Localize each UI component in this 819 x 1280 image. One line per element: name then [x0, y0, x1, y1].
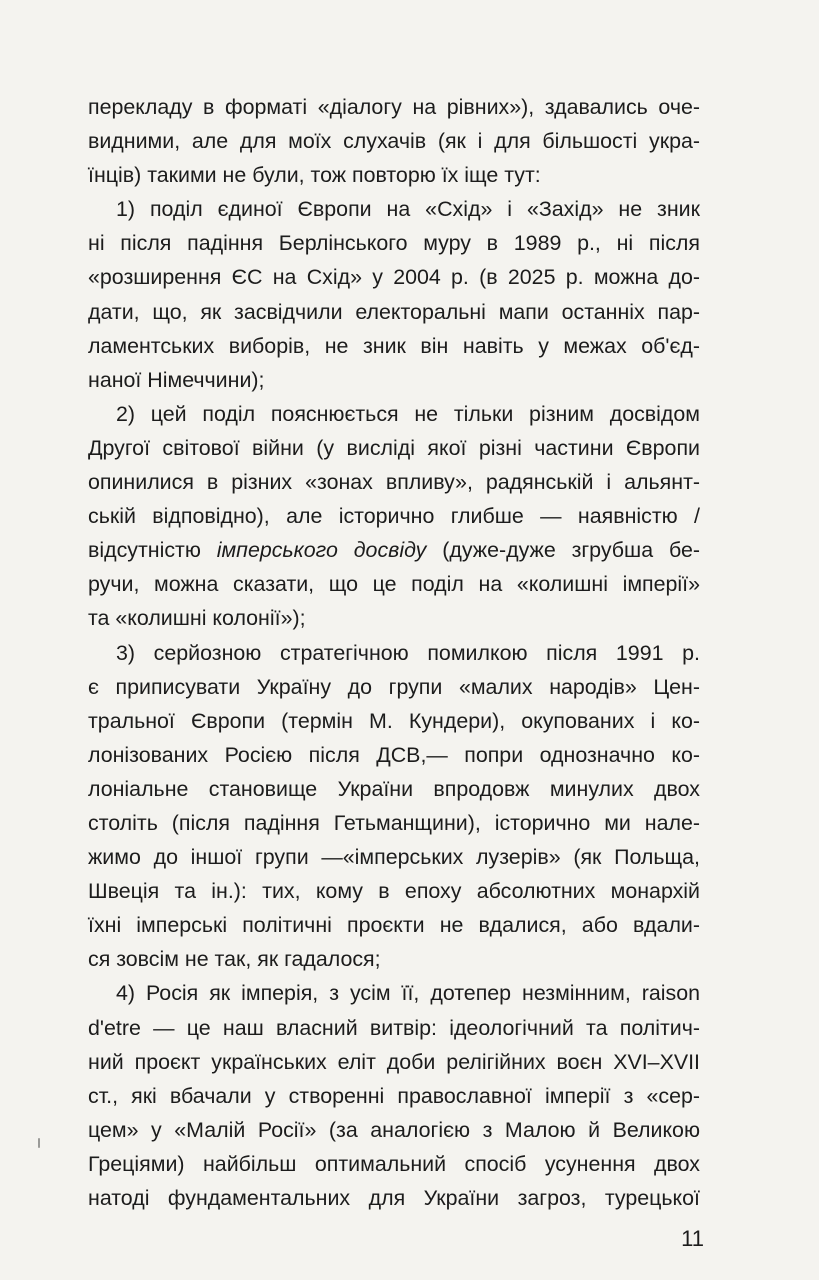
text-line: «розширення ЄС на Схід» у 2004 р. (в 2025 р. можна до-	[88, 265, 700, 290]
text-line: їхні імперські політичні проєкти не вдалися, або вдали-	[88, 913, 700, 938]
text-line: тральної Європи (термін М. Кундери), окупованих і ко-	[88, 708, 700, 733]
text-line: ручи, можна сказати, що це поділ на «колишні імперії»	[88, 572, 700, 597]
list-item-4-line: 4) Росія як імперія, з усім її, дотепер незмінним, raison	[116, 981, 700, 1006]
text-line: дати, що, як засвідчили електоральні мапи останніх пар-	[88, 299, 700, 324]
list-item-1-line: 1) поділ єдиної Європи на «Схід» і «Захід» не зник	[116, 197, 700, 222]
text-segment: (дуже-дуже згрубша бе-	[426, 538, 700, 563]
text-segment: відсутністю	[88, 538, 217, 563]
text-line: ст., які вбачали у створенні православної імперії з «сер-	[88, 1083, 700, 1108]
text-line: цем» у «Малій Росії» (за аналогією з Малою й Великою	[88, 1117, 700, 1142]
text-line: їнців) такими не були, тож повторю їх іще тут:	[88, 163, 541, 188]
scan-speck	[38, 1138, 40, 1148]
text-line: ні після падіння Берлінського муру в 1989 р., ні після	[88, 231, 700, 256]
page-number: 11	[681, 1226, 704, 1251]
text-line: ській відповідно), але історично глибше — наявністю /	[88, 504, 700, 529]
text-line: лонізованих Росією після ДСВ,— попри однозначно ко-	[88, 742, 700, 767]
text-line: ламентських виборів, не зник він навіть у межах об'єд-	[88, 333, 700, 358]
text-line: є приписувати Україну до групи «малих народів» Цен-	[88, 674, 700, 699]
text-line: ний проєкт українських еліт доби релігійних воєн XVI–XVII	[88, 1049, 700, 1074]
text-line: d'etre — це наш власний витвір: ідеологічний та політич-	[88, 1015, 700, 1040]
text-line: Другої світової війни (у висліді якої різні частини Європи	[88, 435, 700, 460]
text-line: видними, але для моїх слухачів (як і для більшості укра-	[88, 129, 700, 154]
list-item-3-line: 3) серйозною стратегічною помилкою після 1991 р.	[116, 640, 700, 665]
text-line: століть (після падіння Гетьманщини), історично ми нале-	[88, 810, 700, 835]
emphasized-phrase: імперського досвіду	[216, 538, 427, 563]
text-line-with-emphasis	[88, 533, 700, 567]
text-line: жимо до іншої групи —«імперських лузерів» (як Польща,	[88, 845, 700, 870]
text-line: перекладу в форматі «діалогу на рівних»), здавались оче-	[88, 95, 700, 119]
text-line: натоді фундаментальних для України загроз, турецької	[88, 1186, 700, 1210]
text-line: та «колишні колонії»);	[88, 606, 306, 631]
text-line: наної Німеччини);	[88, 367, 265, 392]
text-line: Греціями) найбільш оптимальний спосіб усунення двох	[88, 1151, 700, 1176]
text-line: опинилися в різних «зонах впливу», радянській і альянт-	[88, 470, 700, 495]
body-text	[88, 90, 700, 1215]
text-line: Швеція та ін.): тих, кому в епоху абсолютних монархій	[88, 879, 700, 904]
list-item-2-line: 2) цей поділ пояснюється не тільки різним досвідом	[116, 401, 700, 426]
text-line: ся зовсім не так, як гадалося;	[88, 947, 381, 972]
text-line: лоніальне становище України впродовж минулих двох	[88, 776, 700, 801]
